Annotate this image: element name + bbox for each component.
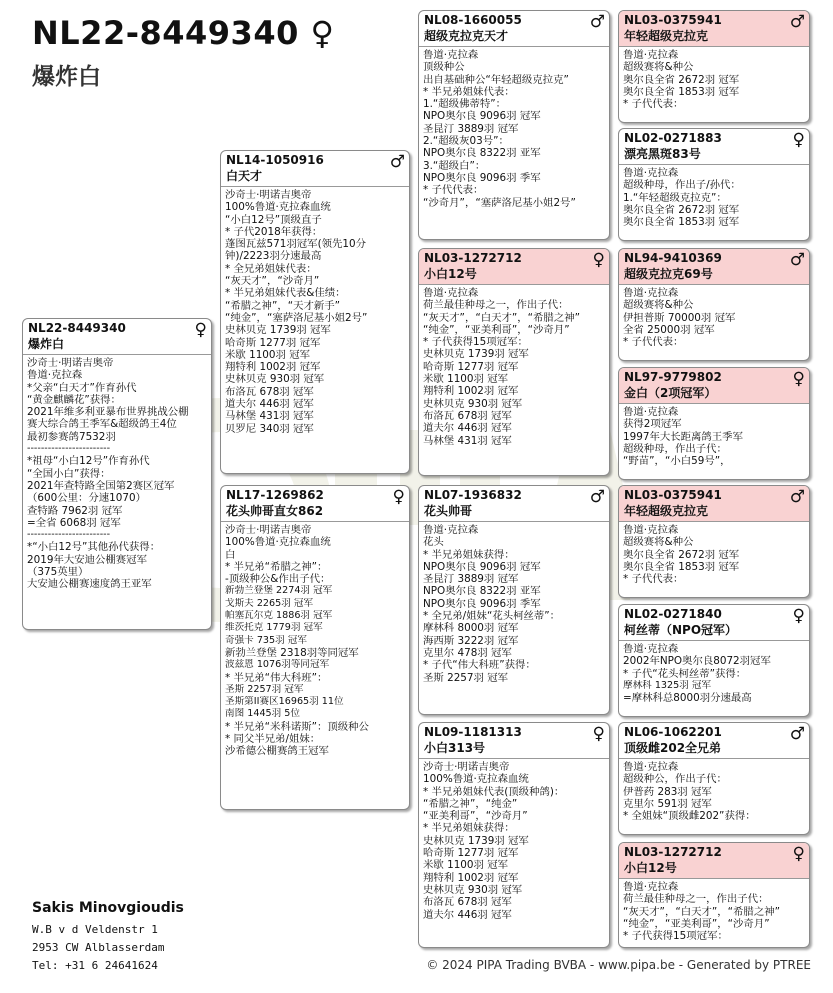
card-detail-line: 奥尔良全省 1853羽 冠军 bbox=[623, 560, 740, 573]
card-detail-line: 新勃兰登堡 2318羽等同冠军 bbox=[225, 646, 359, 659]
card-detail-line: “全国小白”获得： bbox=[27, 467, 111, 480]
card-detail-line: 超级种母，作出子代： bbox=[623, 442, 727, 455]
card-detail-line: “野苗”，“小白59号”， bbox=[623, 455, 731, 468]
card-detail-line: * 半兄弟“米科诺斯”：顶级种公 bbox=[225, 720, 369, 733]
card-details bbox=[619, 522, 809, 587]
card-detail-line: * 子代“花头柯丝蒂”获得： bbox=[623, 667, 747, 680]
card-details bbox=[619, 165, 809, 230]
card-detail-line: 赛大综合鸽王季军&超级鸽王4位 bbox=[27, 418, 177, 431]
card-pigeon-name: 漂亮黑斑83号 bbox=[624, 147, 701, 161]
pedigree-card bbox=[618, 842, 810, 948]
pedigree-card bbox=[618, 367, 810, 480]
card-detail-line: 克里尔 478羽 冠军 bbox=[423, 646, 512, 659]
male-icon: ♂ bbox=[789, 724, 805, 744]
owner-address-1: W.B v d Veldenstr 1 bbox=[32, 923, 158, 936]
card-detail-line: 摩林科 1325羽 冠军 bbox=[623, 679, 712, 691]
card-detail-line: 大安迪公棚赛速度鸽王亚军 bbox=[27, 578, 152, 591]
card-detail-line: 2021年维多利亚暴布世界挑战公棚 bbox=[27, 406, 189, 419]
card-detail-line: 鲁道·克拉森 bbox=[623, 643, 679, 655]
card-detail-line: 鲁道·克拉森 bbox=[623, 524, 679, 536]
pedigree-card bbox=[618, 128, 810, 241]
card-detail-line: 鲁道·克拉森 bbox=[423, 524, 479, 536]
female-icon: ♀ bbox=[792, 844, 805, 864]
card-pigeon-name: 小白12号 bbox=[624, 861, 677, 875]
card-detail-line: 超级赛将&种公 bbox=[623, 299, 694, 312]
card-detail-line: 奥尔良全省 1853羽 冠军 bbox=[623, 216, 740, 229]
card-ring-number: NL97-9779802 bbox=[624, 370, 722, 384]
card-ring-number: NL03-1272712 bbox=[424, 251, 522, 265]
card-detail-line: 奇强卡 735羽 冠军 bbox=[225, 634, 307, 646]
card-detail-line: 波兹恩 1076羽等同冠军 bbox=[225, 659, 330, 671]
card-detail-line: 布洛瓦 678羽 冠军 bbox=[225, 385, 314, 398]
card-ring-number: NL06-1062201 bbox=[624, 725, 722, 739]
card-detail-line: 2019年大安迪公棚赛冠军 bbox=[27, 553, 147, 566]
card-detail-line: 花头 bbox=[423, 536, 444, 549]
card-detail-line: “小白12号”顶级直子 bbox=[225, 213, 322, 226]
card-detail-line: 2021年查特路全国第2赛区冠军 bbox=[27, 479, 175, 492]
card-header bbox=[419, 723, 609, 759]
card-detail-line: 圣斯 2257羽 冠军 bbox=[423, 671, 509, 684]
card-ring-number: NL03-0375941 bbox=[624, 13, 722, 27]
card-detail-line: 100%鲁道·克拉森血统 bbox=[423, 773, 529, 786]
card-header bbox=[23, 319, 211, 355]
card-detail-line: 哈奇斯 1277羽 冠军 bbox=[423, 360, 519, 373]
card-detail-line: * 半兄弟姐妹代表： bbox=[423, 85, 515, 98]
card-detail-line: 道夫尔 446羽 冠军 bbox=[423, 908, 512, 921]
card-header bbox=[619, 368, 809, 404]
card-detail-line: 超级赛将&种公 bbox=[623, 536, 694, 549]
male-icon: ♂ bbox=[789, 487, 805, 507]
card-detail-line: NPO奥尔良 9096羽 季军 bbox=[423, 597, 541, 610]
male-icon: ♂ bbox=[589, 12, 605, 32]
card-detail-line: 布洛瓦 678羽 冠军 bbox=[423, 409, 512, 422]
card-detail-line: 荷兰最佳种母之一，作出子代： bbox=[423, 299, 569, 312]
card-detail-line: 2002年NPO奥尔良8072羽冠军 bbox=[623, 655, 771, 668]
card-detail-line: 摩林科 8000羽 冠军 bbox=[423, 622, 519, 635]
male-icon: ♂ bbox=[789, 250, 805, 270]
card-pigeon-name: 顶级雌202全兄弟 bbox=[624, 741, 722, 755]
card-detail-line: 布洛瓦 678羽 冠军 bbox=[423, 896, 512, 909]
card-detail-line: 史林贝克 1739羽 冠军 bbox=[423, 348, 529, 361]
card-detail-line: （375英里） bbox=[27, 566, 89, 579]
card-details bbox=[419, 285, 609, 449]
ring-number: NL22-8449340 bbox=[32, 14, 299, 52]
card-ring-number: NL08-1660055 bbox=[424, 13, 522, 27]
card-detail-line: 米歇 1100羽 冠军 bbox=[423, 859, 509, 872]
card-detail-line: 沙奇士·明诺吉奥帝 bbox=[225, 189, 312, 201]
card-header bbox=[419, 11, 609, 47]
male-icon: ♂ bbox=[389, 152, 405, 172]
card-detail-line: =摩林科总8000羽分速最高 bbox=[623, 692, 752, 705]
card-ring-number: NL03-0375941 bbox=[624, 488, 722, 502]
card-detail-line: * 全兄弟姐妹代表： bbox=[225, 262, 317, 275]
card-detail-line: * 全兄弟/姐妹“花头柯丝蒂”： bbox=[423, 610, 561, 623]
card-detail-line: “灰天才”，“沙奇月” bbox=[225, 275, 320, 288]
card-detail-line: 马林堡 431羽 冠军 bbox=[423, 434, 512, 447]
card-detail-line: 1.“年轻超级克拉克”： bbox=[623, 191, 727, 204]
card-detail-line: 超级种母，作出子/孙代： bbox=[623, 179, 741, 192]
card-detail-line: 道夫尔 446羽 冠军 bbox=[423, 422, 512, 435]
card-detail-line: 伊普药 283羽 冠军 bbox=[623, 785, 712, 798]
pedigree-card bbox=[618, 722, 810, 835]
card-detail-line: 100%鲁道·克拉森血统 bbox=[225, 201, 331, 214]
owner-phone: Tel: +31 6 24641624 bbox=[32, 959, 158, 972]
card-header bbox=[619, 723, 809, 759]
card-detail-line: 荷兰最佳种母之一，作出子代： bbox=[623, 893, 769, 906]
card-detail-line: 沙希德公棚赛鸽王冠军 bbox=[225, 745, 329, 758]
card-detail-line: 白 bbox=[225, 548, 236, 561]
card-header bbox=[619, 843, 809, 879]
owner-info bbox=[32, 900, 184, 975]
card-detail-line: 圣斯第II赛区16965羽 11位 bbox=[225, 696, 344, 708]
card-detail-line: * 半兄弟姐妹获得： bbox=[423, 548, 515, 561]
female-icon: ♀ bbox=[592, 724, 605, 744]
card-detail-line: * 子代代表： bbox=[623, 573, 684, 586]
card-ring-number: NL14-1050916 bbox=[226, 153, 324, 167]
card-detail-line: 史林贝克 930羽 冠军 bbox=[423, 397, 523, 410]
card-detail-line: 哈奇斯 1277羽 冠军 bbox=[225, 336, 321, 349]
card-detail-line: “沙奇月”，“塞萨洛尼基小姐2号” bbox=[423, 196, 576, 209]
card-header bbox=[619, 486, 809, 522]
card-details bbox=[419, 759, 609, 923]
card-detail-line: 奥尔良全省 2672羽 冠军 bbox=[623, 548, 740, 561]
card-detail-line: 全省 25000羽 冠军 bbox=[623, 323, 715, 336]
card-detail-line: 哈奇斯 1277羽 冠军 bbox=[423, 847, 519, 860]
card-detail-line: 帕塞瓦尔克 1886羽 冠军 bbox=[225, 610, 333, 622]
card-detail-line: =全省 6068羽 冠军 bbox=[27, 516, 121, 529]
card-detail-line: 超级赛将&种公 bbox=[623, 61, 694, 74]
card-detail-line: 蓬图瓦兹571羽冠军(领先10分 bbox=[225, 238, 367, 251]
card-ring-number: NL07-1936832 bbox=[424, 488, 522, 502]
card-detail-line: 鲁道·克拉森 bbox=[423, 49, 479, 61]
card-detail-line: “灰天才”，“白天才”，“希腊之神” bbox=[623, 905, 780, 918]
card-details bbox=[619, 404, 809, 469]
card-header bbox=[419, 249, 609, 285]
card-details bbox=[419, 47, 609, 211]
card-detail-line: 查特路 7962羽 冠军 bbox=[27, 504, 123, 517]
card-detail-line: 最初参赛鸽7532羽 bbox=[27, 430, 116, 443]
card-detail-line: 鲁道·克拉森 bbox=[623, 881, 679, 893]
card-detail-line: 贝罗尼 340羽 冠军 bbox=[225, 422, 314, 435]
card-detail-line: ------------------------ bbox=[27, 529, 111, 541]
card-detail-line: 奥尔良全省 1853羽 冠军 bbox=[623, 85, 740, 98]
card-detail-line: NPO奥尔良 9096羽 季军 bbox=[423, 171, 541, 184]
card-detail-line: 2.“超级灰03号”： bbox=[423, 135, 509, 148]
card-detail-line: 马林堡 431羽 冠军 bbox=[225, 410, 314, 423]
card-detail-line: “希腊之神”，“纯金” bbox=[423, 797, 518, 810]
card-detail-line: NPO奥尔良 8322羽 亚军 bbox=[423, 147, 541, 160]
pigeon-name: 爆炸白 bbox=[32, 64, 101, 90]
card-detail-line: * 半兄弟姐妹获得： bbox=[423, 822, 515, 835]
card-details bbox=[619, 759, 809, 824]
card-detail-line: “纯金”，“塞萨洛尼基小姐2号” bbox=[225, 311, 368, 324]
card-details bbox=[619, 47, 809, 112]
pedigree-card bbox=[418, 10, 610, 240]
card-ring-number: NL09-1181313 bbox=[424, 725, 522, 739]
card-detail-line: * 同父半兄弟/姐妹： bbox=[225, 733, 321, 746]
pedigree-card bbox=[618, 10, 810, 123]
female-icon: ♀ bbox=[592, 250, 605, 270]
card-detail-line: 超级种公，作出子代： bbox=[623, 773, 727, 786]
card-detail-line: 沙奇士·明诺吉奥帝 bbox=[225, 524, 312, 536]
pedigree-card bbox=[220, 150, 410, 474]
card-ring-number: NL17-1269862 bbox=[226, 488, 324, 502]
card-ring-number: NL03-1272712 bbox=[624, 845, 722, 859]
pedigree-card bbox=[618, 604, 810, 717]
card-detail-line: * 半兄弟姐妹代表(顶级种鸽)： bbox=[423, 785, 565, 798]
card-details bbox=[619, 285, 809, 350]
card-detail-line: 鲁道·克拉森 bbox=[423, 287, 479, 299]
card-detail-line: 1997年大长距离鸽王季军 bbox=[623, 430, 743, 443]
card-detail-line: * 半兄弟姐妹代表&佳绩： bbox=[225, 287, 346, 300]
card-detail-line: 翔特利 1002羽 冠军 bbox=[423, 871, 519, 884]
card-detail-line: （600公里：分速1070） bbox=[27, 492, 147, 505]
card-detail-line: “灰天才”，“白天才”，“希腊之神” bbox=[423, 311, 580, 324]
card-details bbox=[419, 522, 609, 686]
card-detail-line: 史林贝克 1739羽 冠军 bbox=[423, 834, 529, 847]
male-icon: ♂ bbox=[589, 487, 605, 507]
card-detail-line: 1.“超级佛蒂特”： bbox=[423, 98, 507, 111]
card-pigeon-name: 超级克拉克69号 bbox=[624, 267, 713, 281]
card-detail-line: * 半兄弟“希腊之神”： bbox=[225, 560, 328, 573]
card-header bbox=[419, 486, 609, 522]
card-detail-line: *祖母“小白12号”作育孙代 bbox=[27, 455, 150, 468]
pedigree-card bbox=[22, 318, 212, 630]
card-detail-line: 圣昆汀 3889羽 冠军 bbox=[423, 573, 519, 586]
pedigree-card bbox=[220, 485, 410, 810]
card-ring-number: NL22-8449340 bbox=[28, 321, 126, 335]
card-pigeon-name: 小白12号 bbox=[424, 267, 477, 281]
card-detail-line: * 半兄弟“伟大科班”： bbox=[225, 671, 328, 684]
card-pigeon-name: 白天才 bbox=[226, 169, 263, 183]
card-detail-line: 奥尔良全省 2672羽 冠军 bbox=[623, 73, 740, 86]
card-ring-number: NL02-0271840 bbox=[624, 607, 722, 621]
card-ring-number: NL02-0271883 bbox=[624, 131, 722, 145]
pedigree-title bbox=[32, 14, 334, 52]
card-header bbox=[619, 11, 809, 47]
card-detail-line: 史林贝克 1739羽 冠军 bbox=[225, 324, 331, 337]
card-detail-line: NPO奥尔良 9096羽 冠军 bbox=[423, 110, 541, 123]
female-icon: ♀ bbox=[792, 130, 805, 150]
card-pigeon-name: 小白313号 bbox=[424, 741, 486, 755]
female-icon: ♀ bbox=[392, 487, 405, 507]
card-detail-line: * 子代2018年获得： bbox=[225, 225, 323, 238]
card-detail-line: 史林贝克 930羽 冠军 bbox=[225, 373, 325, 386]
card-detail-line: 伊担普斯 70000羽 冠军 bbox=[623, 311, 736, 324]
card-pigeon-name: 花头帅哥直女862 bbox=[226, 504, 324, 518]
card-detail-line: * 子代代表： bbox=[623, 336, 684, 349]
card-detail-line: “亚美利哥”，“沙奇月” bbox=[423, 810, 528, 823]
pedigree-card bbox=[418, 722, 610, 948]
card-detail-line: 钟)/2223羽分速最高 bbox=[225, 250, 322, 263]
card-header bbox=[619, 249, 809, 285]
card-detail-line: 克里尔 591羽 冠军 bbox=[623, 797, 712, 810]
card-details bbox=[221, 187, 409, 437]
card-details bbox=[221, 522, 409, 760]
male-icon: ♂ bbox=[789, 12, 805, 32]
card-detail-line: 鲁道·克拉森 bbox=[623, 49, 679, 61]
female-icon: ♀ bbox=[194, 320, 207, 340]
card-detail-line: 100%鲁道·克拉森血统 bbox=[225, 536, 331, 549]
card-detail-line: 道夫尔 446羽 冠军 bbox=[225, 398, 314, 411]
card-detail-line: 南图 1445羽 5位 bbox=[225, 708, 300, 720]
card-detail-line: * 子代获得15项冠军： bbox=[423, 336, 528, 349]
card-detail-line: * 全姐妹“顶级雌202”获得： bbox=[623, 810, 756, 823]
card-detail-line: * 子代获得15项冠军： bbox=[623, 930, 728, 943]
card-detail-line: 出自基础种公“年轻超级克拉克” bbox=[423, 73, 569, 86]
card-pigeon-name: 柯丝蒂（NPO冠军） bbox=[624, 623, 738, 637]
card-detail-line: 新勃兰登堡 2274羽 冠军 bbox=[225, 585, 333, 597]
card-detail-line: * 子代代表： bbox=[623, 98, 684, 111]
owner-name: Sakis Minovgioudis bbox=[32, 900, 184, 916]
card-pigeon-name: 爆炸白 bbox=[28, 337, 65, 351]
card-detail-line: 沙奇士·明诺吉奥帝 bbox=[423, 761, 510, 773]
pedigree-card bbox=[418, 248, 610, 476]
card-detail-line: -顶级种公&作出子代： bbox=[225, 573, 331, 586]
card-detail-line: 顶级种公 bbox=[423, 61, 465, 74]
card-ring-number: NL94-9410369 bbox=[624, 251, 722, 265]
card-detail-line: *父亲“白天才”作育孙代 bbox=[27, 381, 137, 394]
card-detail-line: 鲁道·克拉森 bbox=[27, 369, 83, 382]
card-detail-line: “希腊之神”，“天才新手” bbox=[225, 299, 341, 312]
card-detail-line: NPO奥尔良 9096羽 冠军 bbox=[423, 560, 541, 573]
card-detail-line: 米歇 1100羽 冠军 bbox=[225, 348, 311, 361]
card-detail-line: NPO奥尔良 8322羽 亚军 bbox=[423, 585, 541, 598]
pedigree-card bbox=[618, 248, 810, 361]
card-detail-line: 戈斯夫 2265羽 冠军 bbox=[225, 597, 314, 609]
female-icon: ♀ bbox=[792, 369, 805, 389]
card-detail-line: “黄金麒麟花”获得： bbox=[27, 393, 121, 406]
card-details bbox=[619, 641, 809, 706]
card-detail-line: *“小白12号”其他孙代获得： bbox=[27, 541, 161, 554]
card-header bbox=[619, 605, 809, 641]
card-details bbox=[23, 355, 211, 593]
pedigree-card bbox=[418, 485, 610, 715]
pedigree-card bbox=[618, 485, 810, 598]
card-header bbox=[221, 151, 409, 187]
card-header bbox=[221, 486, 409, 522]
card-detail-line: 圣昆汀 3889羽 冠军 bbox=[423, 122, 519, 135]
card-detail-line: 鲁道·克拉森 bbox=[623, 761, 679, 773]
card-detail-line: 海西斯 3222羽 冠军 bbox=[423, 634, 519, 647]
card-detail-line: 奥尔良全省 2672羽 冠军 bbox=[623, 203, 740, 216]
female-icon: ♀ bbox=[792, 606, 805, 626]
card-detail-line: 获得2项冠军 bbox=[623, 418, 682, 431]
card-detail-line: 鲁道·克拉森 bbox=[623, 406, 679, 418]
card-detail-line: * 子代代表： bbox=[423, 184, 484, 197]
card-detail-line: “纯金”，“亚美利哥”，“沙奇月” bbox=[423, 323, 570, 336]
card-pigeon-name: 年轻超级克拉克 bbox=[624, 504, 709, 518]
card-pigeon-name: 金白（2项冠军） bbox=[624, 386, 717, 400]
card-detail-line: 圣斯 2257羽 冠军 bbox=[225, 683, 304, 695]
copyright-text: © 2024 PIPA Trading BVBA - www.pipa.be - Generated by PTREE bbox=[426, 958, 811, 972]
owner-address-2: 2953 CW Alblasserdam bbox=[32, 941, 165, 954]
card-detail-line: 沙奇士·明诺吉奥帝 bbox=[27, 357, 114, 369]
female-icon: ♀ bbox=[310, 14, 335, 52]
card-detail-line: 维茨托克 1779羽 冠军 bbox=[225, 622, 323, 634]
card-detail-line: 3.“超级白”： bbox=[423, 159, 486, 172]
card-header bbox=[619, 129, 809, 165]
card-detail-line: * 子代“伟大科班”获得： bbox=[423, 659, 536, 672]
card-detail-line: ------------------------ bbox=[27, 443, 111, 455]
card-pigeon-name: 花头帅哥 bbox=[424, 504, 473, 518]
card-pigeon-name: 年轻超级克拉克 bbox=[624, 29, 709, 43]
card-detail-line: 史林贝克 930羽 冠军 bbox=[423, 883, 523, 896]
card-detail-line: 翔特利 1002羽 冠军 bbox=[225, 361, 321, 374]
card-pigeon-name: 超级克拉克天才 bbox=[424, 29, 509, 43]
card-detail-line: 翔特利 1002羽 冠军 bbox=[423, 385, 519, 398]
card-details bbox=[619, 879, 809, 944]
card-detail-line: 鲁道·克拉森 bbox=[623, 167, 679, 179]
card-detail-line: 鲁道·克拉森 bbox=[623, 287, 679, 299]
card-detail-line: 米歇 1100羽 冠军 bbox=[423, 373, 509, 386]
card-detail-line: “纯金”，“亚美利哥”，“沙奇月” bbox=[623, 917, 770, 930]
